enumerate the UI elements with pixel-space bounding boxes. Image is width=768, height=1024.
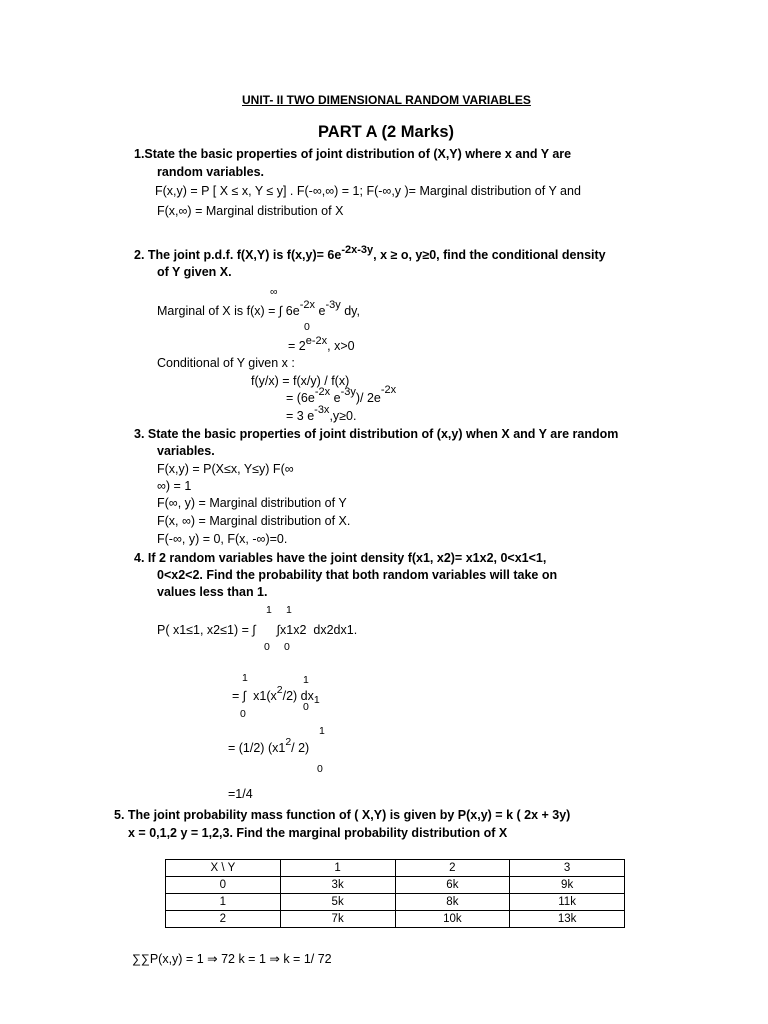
q4-step1-sup: 2 [276,684,283,696]
marginal-exp2: -3y [325,299,341,311]
q2-line1-start: 2. The joint p.d.f. f(X,Y) is f(x,y)= 6e [134,248,342,262]
table-cell: 0 [166,877,281,894]
q4-line2: 0<x2<2. Find the probability that both random variables will take on [157,568,558,582]
q3-answer3: F(∞, y) = Marginal distribution of Y [157,496,347,510]
table-cell: 2 [166,911,281,928]
marginal-result-exp: e-2x [305,335,328,347]
q3-answer4: F(x, ∞) = Marginal distribution of X. [157,514,351,528]
q1-answer-line2: F(x,∞) = Marginal distribution of X [157,204,344,218]
unit-title: UNIT- II TWO DIMENSIONAL RANDOM VARIABLES [242,93,531,107]
q4-step1-upper1: 1 [242,672,248,684]
q4-upper-limit2: 1 [286,604,292,616]
q5-line1: 5. The joint probability mass function of ( X,Y) is given by P(x,y) = k ( 2x + 3y) [114,808,571,822]
table-row [166,877,625,894]
table-header-row [166,860,625,877]
table-row [166,911,625,928]
q3-answer2: ∞) = 1 [157,479,192,493]
q4-step1-lower2: 0 [303,701,309,713]
table-header-cell: 3 [510,860,625,877]
conditional-step [286,384,397,405]
cond-result-start: = 3 e [286,409,315,423]
marginal-exp1: -2x [299,299,315,311]
table-cell: 6k [395,877,510,894]
cond-step-div: )/ 2e [355,391,381,405]
normalization-equation: ∑∑P(x,y) = 1 ⇒ 72 k = 1 ⇒ k = 1/ 72 [132,952,332,966]
q4-lower-limit1: 0 [264,641,270,653]
table-cell: 11k [510,894,625,911]
q4-step2-end: / 2) [291,741,310,755]
q4-step2-lower: 0 [317,763,323,775]
cond-step-exp1: -2x [314,386,331,398]
conditional-formula: f(y/x) = f(x/y) / f(x) [251,374,350,388]
table-cell: 3k [280,877,395,894]
q5-line2: x = 0,1,2 y = 1,2,3. Find the marginal probability distribution of X [128,826,508,840]
q4-step2-start: = (1/2) (x1 [228,741,286,755]
q4-step2-sup: 2 [285,736,292,748]
table-cell: 7k [280,911,395,928]
table-cell: 13k [510,911,625,928]
q3-answer1: F(x,y) = P(X≤x, Y≤y) F(∞ [157,462,294,476]
q3-answer5: F(-∞, y) = 0, F(x, -∞)=0. [157,532,288,546]
q2-exponent: -2x-3y [341,244,374,256]
table-cell: 1 [166,894,281,911]
conditional-result [286,404,357,423]
cond-step-exp2: -3y [340,386,356,398]
table-cell: 8k [395,894,510,911]
q3-line2: variables. [157,444,215,458]
table-row [166,894,625,911]
conditional-heading: Conditional of Y given x : [157,356,295,370]
q4-step1-end: /2) dx [282,689,314,703]
cond-result-end: ,y≥0. [329,409,357,423]
table-header-cell: 1 [280,860,395,877]
marginal-of-x [157,299,360,318]
marginal-mid: e [315,304,326,318]
q2-line1 [134,244,606,262]
table-cell: 10k [395,911,510,928]
integral-upper-limit: ∞ [270,286,278,298]
q2-line1-end: , x ≥ o, y≥0, find the conditional density [373,248,606,262]
marginal-result-start: = 2 [288,339,306,353]
cond-step-exp3: -2x [380,384,397,396]
q4-step1-lower1: 0 [240,708,246,720]
marginal-result [288,335,355,353]
q4-step1-start: = ∫ x1(x [232,689,277,703]
marginal-start: Marginal of X is f(x) = ∫ 6e [157,304,300,318]
cond-step-mid: e [330,391,341,405]
q4-upper-limit1: 1 [266,604,272,616]
q2-line2: of Y given X. [157,265,232,279]
q4-probability-expr: P( x1≤1, x2≤1) = ∫ ∫x1x2 dx2dx1. [157,623,358,637]
q4-step2-upper: 1 [319,725,325,737]
q1-answer-line1: F(x,y) = P [ X ≤ x, Y ≤ y] . F(-∞,∞) = 1; F(-∞,y )= Marginal distribution of Y and [155,184,581,198]
integral-lower-limit: 0 [304,321,310,333]
table-cell: 5k [280,894,395,911]
q4-step1-tail: 1 [313,694,320,706]
q1-line2: random variables. [157,165,264,179]
q4-step1-upper2: 1 [303,674,309,686]
q4-lower-limit2: 0 [284,641,290,653]
q4-line1: 4. If 2 random variables have the joint density f(x1, x2)= x1x2, 0<x1<1, [134,551,547,565]
q1-line1: 1.State the basic properties of joint distribution of (X,Y) where x and Y are [134,147,572,161]
marginal-result-end: , x>0 [327,339,355,353]
q4-result: =1/4 [228,787,253,801]
part-title: PART A (2 Marks) [318,123,454,141]
marginal-end: dy, [340,304,360,318]
q4-step2 [228,736,310,755]
cond-step-start: = (6e [286,391,315,405]
table-header-cell: X \ Y [166,860,281,877]
pmf-table [165,859,625,928]
q4-line3: values less than 1. [157,585,268,599]
table-cell: 9k [510,877,625,894]
cond-result-exp: -3x [314,404,330,416]
q3-line1: 3. State the basic properties of joint distribution of (x,y) when X and Y are random [134,427,619,441]
table-header-cell: 2 [395,860,510,877]
